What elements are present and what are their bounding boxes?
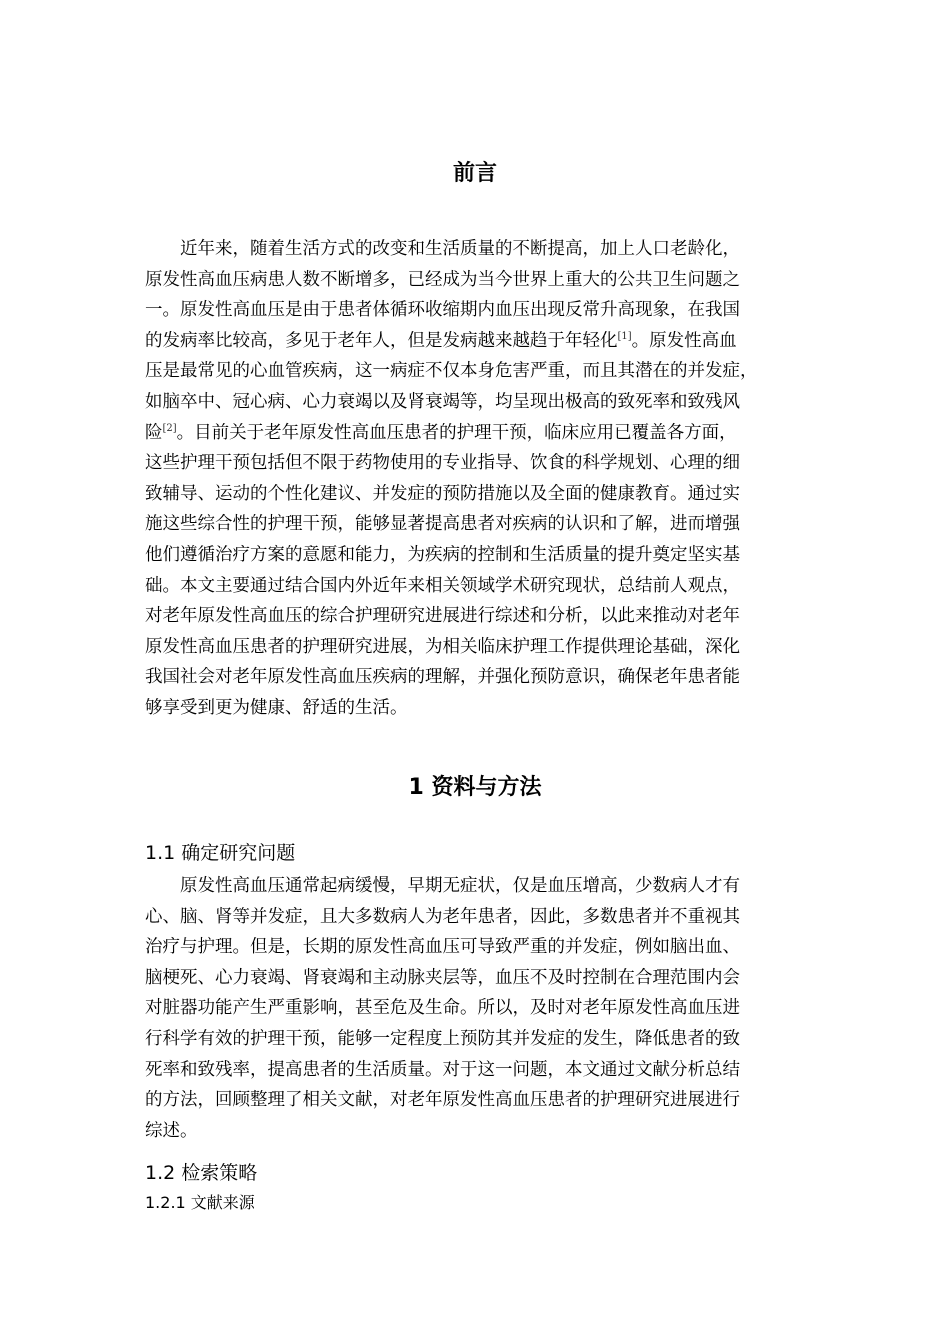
text-line-content: 近年来，随着生活方式的改变和生活质量的不断提高，加上人口老龄化，: [180, 239, 740, 259]
text-line: [145, 512, 740, 536]
text-line: [145, 421, 737, 445]
text-line: [145, 268, 740, 292]
text-line-content: 原发性高血压通常起病缓慢，早期无症状，仅是血压增高，少数病人才有: [180, 876, 740, 896]
text-line: [145, 996, 740, 1020]
text-line-tail: 。目前关于老年原发性高血压患者的护理干预，临床应用已覆盖各方面，: [176, 422, 737, 443]
text-line: [145, 451, 740, 475]
text-line-content: 行科学有效的护理干预，能够一定程度上预防其并发症的发生，降低患者的致: [145, 1029, 740, 1049]
citation-superscript: [2]: [162, 422, 177, 434]
text-line: [145, 905, 740, 929]
text-line: [145, 1119, 198, 1143]
text-line: [145, 1058, 740, 1082]
text-line-content: 一。原发性高血压是由于患者体循环收缩期内血压出现反常升高现象，在我国: [145, 300, 740, 321]
text-line-content: 脑梗死、心力衰竭、肾衰竭和主动脉夹层等，血压不及时控制在合理范围内会: [145, 967, 740, 988]
text-line-content: 死率和致残率，提高患者的生活质量。对于这一问题，本文通过文献分析总结: [145, 1059, 740, 1080]
text-line-content: 他们遵循治疗方案的意愿和能力，为疾病的控制和生活质量的提升奠定坚实基: [145, 545, 740, 565]
section-1-title: 1 资料与方法: [408, 775, 542, 800]
text-line-content: 对老年原发性高血压的综合护理研究进展进行综述和分析，以此来推动对老年: [145, 606, 740, 627]
text-line-content: 心、脑、肾等并发症，且大多数病人为老年患者，因此，多数患者并不重视其: [145, 906, 740, 927]
text-line-content: 原发性高血压病患人数不断增多，已经成为当今世界上重大的公共卫生问题之: [145, 269, 740, 290]
text-line-content: 够享受到更为健康、舒适的生活。: [145, 698, 408, 718]
text-line-content: 施这些综合性的护理干预，能够显著提高患者对疾病的认识和了解，进而增强: [145, 514, 740, 535]
text-line-content: 的方法，回顾整理了相关文献，对老年原发性高血压患者的护理研究进展进行: [145, 1090, 740, 1111]
text-line-tail: 。原发性高血: [631, 330, 737, 351]
text-line: [145, 635, 740, 659]
text-line: [145, 665, 740, 689]
text-line: [145, 696, 408, 720]
text-line: [180, 874, 740, 898]
text-line-content: 险: [145, 422, 163, 443]
text-line-content: 对脏器功能产生严重影响，甚至危及生命。所以，及时对老年原发性高血压进: [145, 998, 740, 1019]
text-line: [145, 604, 740, 628]
section-1-2-heading: 1.2 检索策略: [145, 1162, 258, 1184]
text-line: [145, 482, 740, 506]
text-line: [145, 935, 740, 959]
text-line-content: 我国社会对老年原发性高血压疾病的理解，并强化预防意识，确保老年患者能: [145, 667, 740, 688]
text-line-content: 础。本文主要通过结合国内外近年来相关领域学术研究现状，总结前人观点，: [145, 575, 740, 596]
text-line: [145, 390, 740, 414]
citation-superscript: [1]: [617, 330, 632, 342]
text-line: [145, 329, 737, 353]
text-line: [145, 359, 758, 383]
text-line: [180, 237, 740, 261]
text-line-content: 的发病率比较高，多见于老年人，但是发病越来越趋于年轻化: [145, 330, 618, 351]
text-line: [145, 1088, 740, 1112]
text-line: [145, 298, 740, 322]
text-line-content: 原发性高血压患者的护理研究进展，为相关临床护理工作提供理论基础，深化: [145, 636, 740, 657]
text-line-content: 治疗与护理。但是，长期的原发性高血压可导致严重的并发症，例如脑出血、: [145, 937, 740, 958]
text-line: [145, 966, 740, 990]
text-line-content: 这些护理干预包括但不限于药物使用的专业指导、饮食的科学规划、心理的细: [145, 453, 740, 474]
text-line-content: 综述。: [145, 1120, 198, 1141]
section-1-1-heading: 1.1 确定研究问题: [145, 842, 296, 864]
section-1-2-1-heading: 1.2.1 文献来源: [145, 1193, 255, 1212]
text-line: [145, 543, 740, 567]
text-line: [145, 574, 740, 598]
text-line-content: 压是最常见的心血管疾病，这一病症不仅本身危害严重，而且其潜在的并发症，: [145, 361, 758, 382]
text-line-content: 致辅导、运动的个性化建议、并发症的预防措施以及全面的健康教育。通过实: [145, 483, 740, 504]
preface-title: 前言: [452, 161, 497, 186]
text-line: [145, 1027, 740, 1051]
text-line-content: 如脑卒中、冠心病、心力衰竭以及肾衰竭等，均呈现出极高的致死率和致残风: [145, 392, 740, 412]
